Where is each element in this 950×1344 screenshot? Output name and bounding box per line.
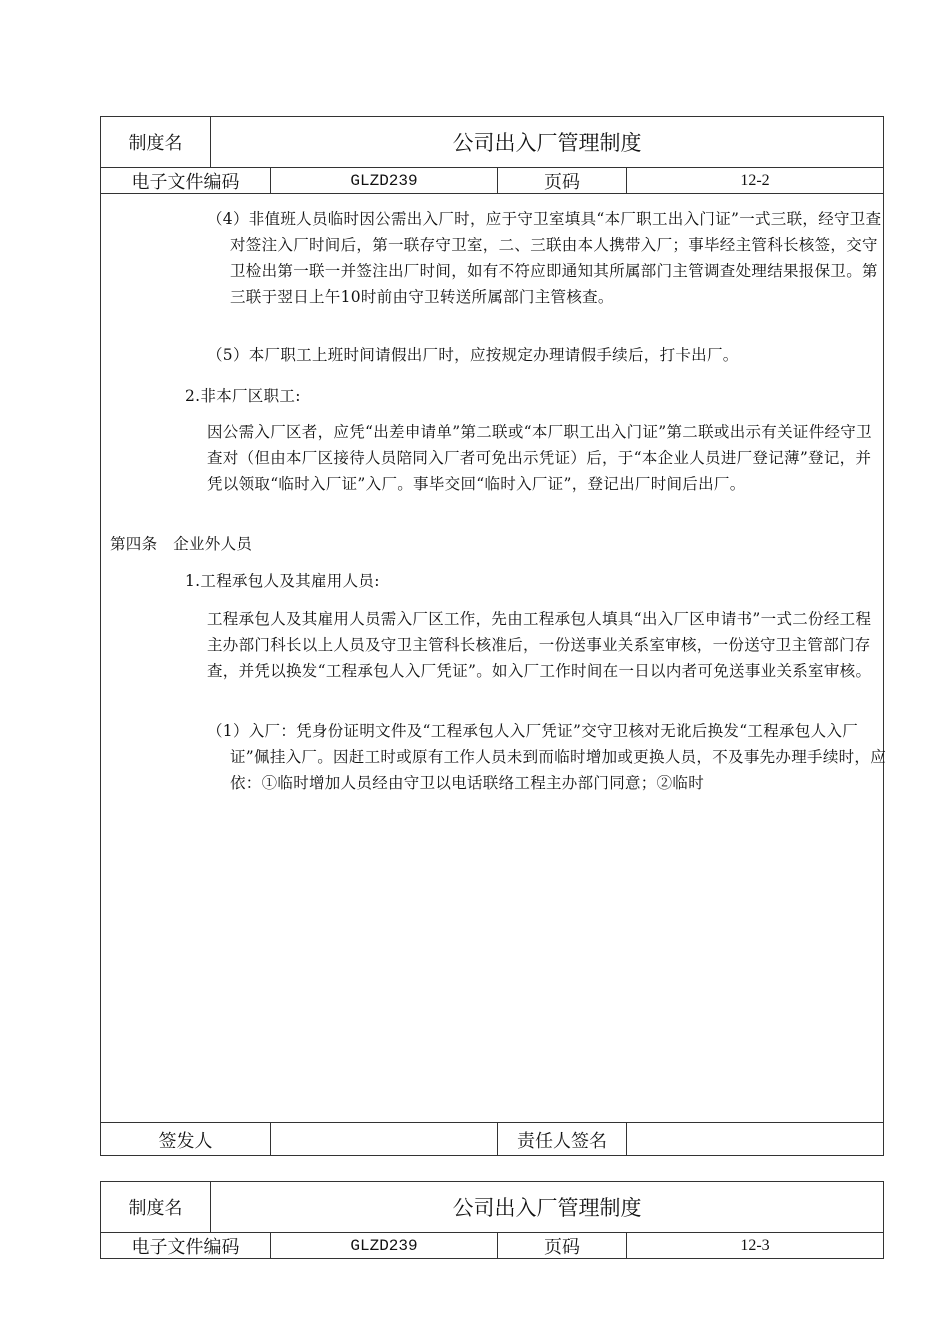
page-number: 12-3 [626,1233,883,1259]
article-4-heading: 第四条 企业外人员 [110,535,253,553]
issuer-signature-field[interactable] [270,1123,497,1156]
name-label: 制度名 [128,1198,183,1219]
section-2-heading: 2.非本厂区职工: [185,387,301,405]
code-value: GLZD239 [270,1233,497,1259]
code-label: 电子文件编码 [131,171,240,193]
page-label: 页码 [497,1233,626,1259]
code-value: GLZD239 [270,168,497,193]
issuer-label: 签发人 [158,1130,213,1152]
next-page-header [100,1181,884,1259]
section-2-text: 因公需入厂区者，应凭“出差申请单”第二联或“本厂职工出入门证”第二联或出示有关证件经守卫查对（但由本厂区接待人员陪同入厂者可免出示凭证）后，于“本企业人员进厂登记薄”登记，并凭以领取“临时入厂证”入厂。事毕交回“临时入厂证”，登记出厂时间后出厂。 [207,423,872,493]
code-label: 电子文件编码 [131,1237,240,1258]
page-number: 12-2 [626,168,883,193]
document-body [101,194,885,1122]
paragraph-item-4: （4）非值班人员临时因公需出入厂时，应于守卫室填具“本厂职工出入门证”一式三联，经守卫查对签注入厂时间后，第一联存守卫室，二、三联由本人携带入厂；事毕经主管科长核签，交守卫检出第一联一并签注出厂时间，如有不符应即通知其所属部门主管调查处理结果报保卫。第三联于翌日上午10时前由守卫转送所属部门主管核查。 [207,210,882,306]
responsible-label: 责任人签名 [497,1123,626,1156]
paragraph-item-1: （1）入厂：凭身份证明文件及“工程承包人入厂凭证”交守卫核对无讹后换发“工程承包人入厂证”佩挂入厂。因赶工时或原有工作人员未到而临时增加或更换人员，不及事先办理手续时，应依：①临时增加人员经由守卫以电话联络工程主办部门同意；②临时 [207,722,887,792]
footer-signature-row [101,1122,883,1156]
header-code-row [101,1233,883,1259]
name-label: 制度名 [128,133,183,154]
header-title-row [101,1182,883,1233]
header-title-row [101,117,883,168]
section-1-text: 工程承包人及其雇用人员需入厂区工作，先由工程承包人填具“出入厂区申请书”一式二份经工程主办部门科长以上人员及守卫主管科长核准后，一份送事业关系室审核，一份送守卫主管部门存查，并凭以换发“工程承包人入厂凭证”。如入厂工作时间在一日以内者可免送事业关系室审核。 [207,610,872,680]
paragraph-item-5: （5）本厂职工上班时间请假出厂时，应按规定办理请假手续后，打卡出厂。 [207,346,739,364]
header-code-row [101,168,883,194]
page-label: 页码 [497,168,626,193]
responsible-signature-field[interactable] [626,1123,883,1156]
document-title: 公司出入厂管理制度 [210,1182,883,1232]
section-1-heading: 1.工程承包人及其雇用人员: [185,572,380,590]
document-page [100,116,887,1156]
document-title: 公司出入厂管理制度 [210,117,883,167]
